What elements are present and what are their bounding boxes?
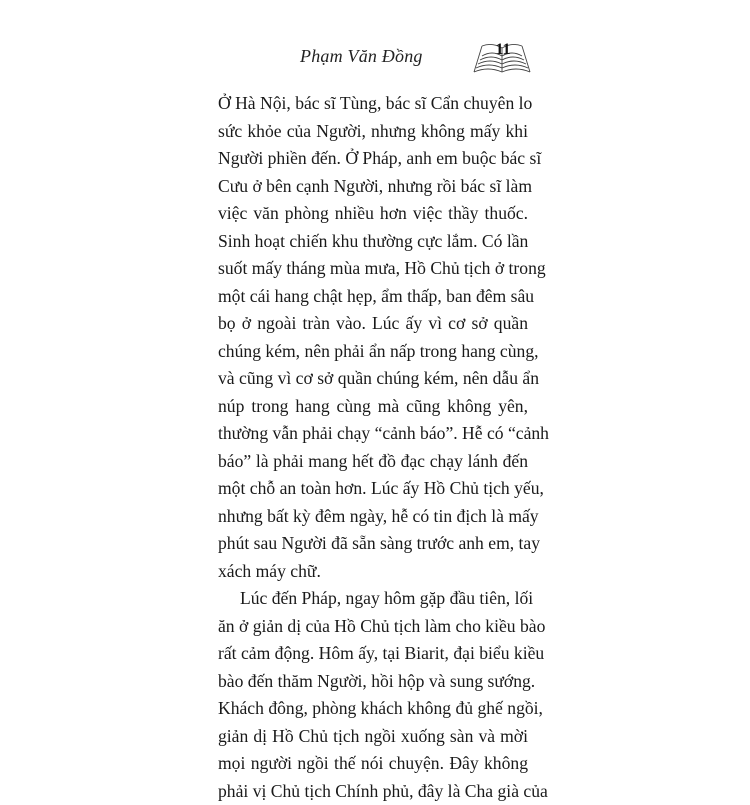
text-line: phải vị Chủ tịch Chính phủ, đây là Cha già của bbox=[218, 778, 528, 805]
text-line: Cưu ở bên cạnh Người, nhưng rồi bác sĩ làm bbox=[218, 173, 528, 201]
text-line: Khách đông, phòng khách không đủ ghế ngồi, bbox=[218, 695, 528, 723]
text-line: nhưng bất kỳ đêm ngày, hễ có tin địch là mấy bbox=[218, 503, 528, 531]
text-line: sức khỏe của Người, nhưng không mấy khi bbox=[218, 118, 528, 146]
text-line: bào đến thăm Người, hồi hộp và sung sướng. bbox=[218, 668, 528, 696]
text-line: thường vẫn phải chạy “cảnh báo”. Hễ có “cảnh bbox=[218, 420, 528, 448]
text-line: ăn ở giản dị của Hồ Chủ tịch làm cho kiều bào bbox=[218, 613, 528, 641]
text-line: báo” là phải mang hết đồ đạc chạy lánh đến bbox=[218, 448, 528, 476]
text-line: Sinh hoạt chiến khu thường cực lắm. Có lần bbox=[218, 228, 528, 256]
header-author: Phạm Văn Đồng bbox=[300, 46, 423, 67]
text-line: việc văn phòng nhiều hơn việc thầy thuốc. bbox=[218, 200, 528, 228]
text-line: rất cảm động. Hôm ấy, tại Biarit, đại biểu kiều bbox=[218, 640, 528, 668]
text-line: bọ ở ngoài tràn vào. Lúc ấy vì cơ sở quần bbox=[218, 310, 528, 338]
text-line: xách máy chữ. bbox=[218, 558, 528, 586]
text-line: phút sau Người đã sẵn sàng trước anh em, tay bbox=[218, 530, 528, 558]
text-line: suốt mấy tháng mùa mưa, Hồ Chủ tịch ở trong bbox=[218, 255, 528, 283]
text-line: núp trong hang cùng mà cũng không yên, bbox=[218, 393, 528, 421]
text-line: Lúc đến Pháp, ngay hôm gặp đầu tiên, lối bbox=[218, 585, 528, 613]
text-line: một chỗ an toàn hơn. Lúc ấy Hồ Chủ tịch yếu, bbox=[218, 475, 528, 503]
text-line: giản dị Hồ Chủ tịch ngồi xuống sàn và mời bbox=[218, 723, 528, 751]
text-line: Người phiền đến. Ở Pháp, anh em buộc bác sĩ bbox=[218, 145, 528, 173]
text-line: Ở Hà Nội, bác sĩ Tùng, bác sĩ Cẩn chuyên lo bbox=[218, 90, 528, 118]
text-line: và cũng vì cơ sở quần chúng kém, nên dẫu ẩn bbox=[218, 365, 528, 393]
page-number: 11 bbox=[486, 41, 520, 59]
text-line: mọi người ngồi thế nói chuyện. Đây không bbox=[218, 750, 528, 778]
body-text bbox=[218, 90, 528, 805]
text-line: chúng kém, nên phải ẩn nấp trong hang cùng, bbox=[218, 338, 528, 366]
text-line: một cái hang chật hẹp, ẩm thấp, ban đêm sâu bbox=[218, 283, 528, 311]
running-header bbox=[218, 40, 532, 80]
